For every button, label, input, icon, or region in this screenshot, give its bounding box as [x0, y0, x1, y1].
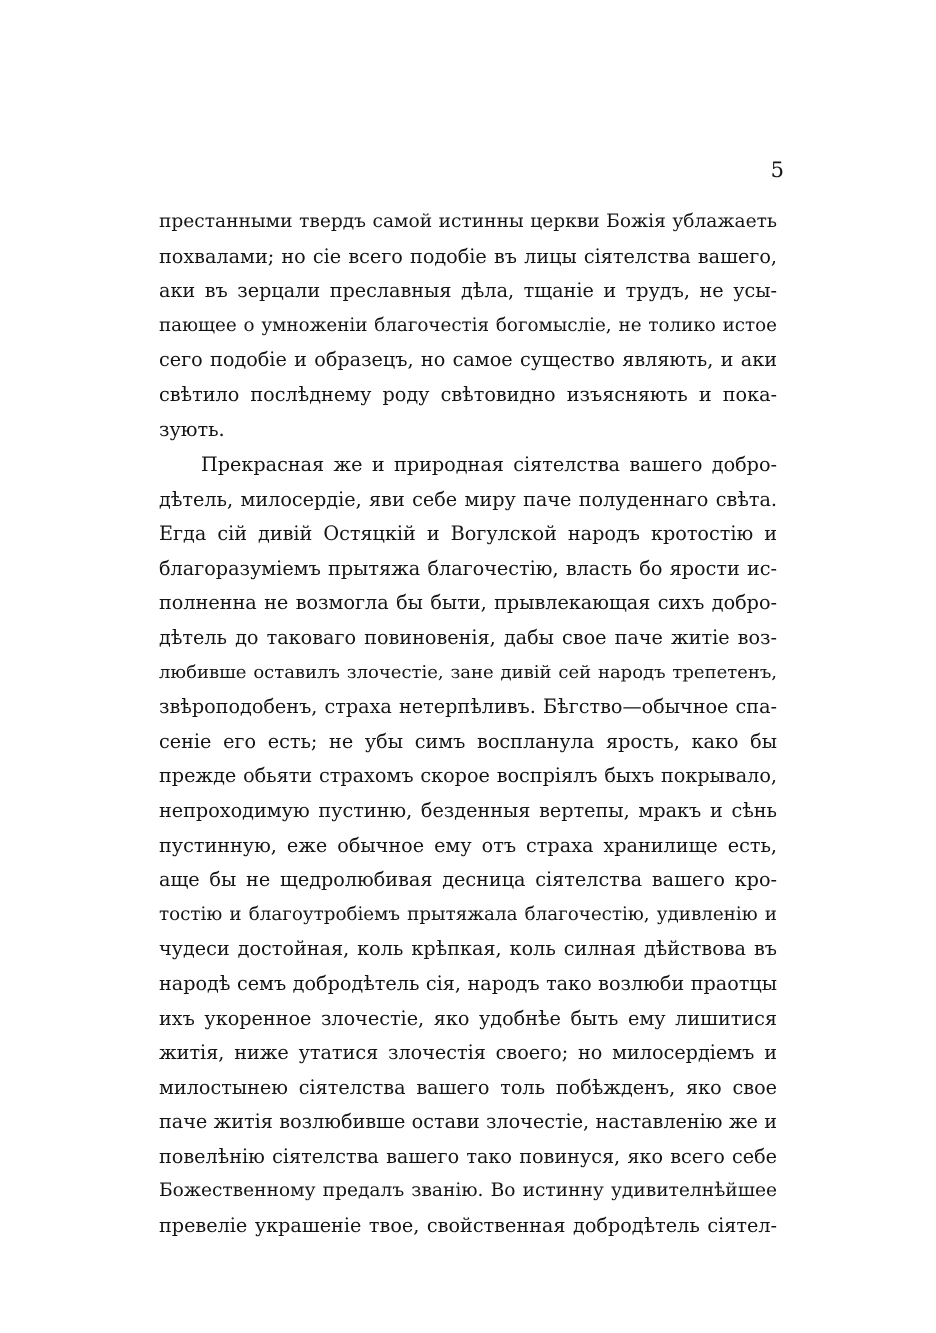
text-line: паче житія возлюбивше остави злочестіе, наставленію же и: [159, 1110, 777, 1134]
text-line: пустинную, еже обычное ему отъ страха хранилище есть,: [159, 833, 777, 857]
paragraph-2: [159, 448, 777, 1244]
text-line: Прекрасная же и природная сіятелства вашего добро-: [201, 453, 777, 476]
text-line: сего подобіе и образецъ, но самое существо являють, и аки: [159, 348, 777, 372]
text-line: сеніе его есть; не убы симъ воспланула ярость, како бы: [159, 729, 777, 753]
text-line: полненна не возмогла бы быти, прывлекающая сихъ добро-: [159, 591, 777, 615]
paragraph-1: [159, 205, 777, 447]
text-line: чудеси достойная, коль крѣпкая, коль силная дѣйствова въ: [159, 937, 777, 961]
text-line: ихъ укоренное злочестіе, яко удобнѣе быть ему лишитися: [159, 1006, 777, 1030]
text-line: благоразуміемъ прытяжа благочестію, власть бо ярости ис-: [159, 556, 777, 580]
text-line: прежде обьяти страхомъ скорое воспріялъ быхъ покрывало,: [159, 764, 777, 788]
text-line: звѣроподобенъ, страха нетерпѣливъ. Бѣгство—обычное спа-: [159, 695, 777, 719]
text-line: народѣ семъ добродѣтель сія, народъ тако возлюби праотцы: [159, 971, 777, 995]
text-line: зують.: [159, 417, 225, 441]
text-line: любивше оставилъ злочестіе, зане дивій сей народъ трепетенъ,: [159, 661, 777, 683]
text-line: превеліе украшеніе твое, свойственная добродѣтель сіятел-: [159, 1214, 777, 1238]
text-line: пающее о умноженіи благочестія богомысліе, не толико истое: [159, 314, 777, 336]
text-line: дѣтель до таковаго повиновенія, дабы свое паче житіе воз-: [159, 625, 777, 649]
text-line: повелѣнію сіятелства вашего тако повинуся, яко всего себе: [159, 1144, 777, 1168]
text-line: непроходимую пустиню, безденныя вертепы, мракъ и сѣнь: [159, 798, 777, 822]
text-line: аки въ зерцали преславныя дѣла, тщаніе и трудъ, не усы-: [159, 279, 777, 303]
text-line: аще бы не щедролюбивая десница сіятелства вашего кро-: [159, 868, 777, 892]
text-line: милостынею сіятелства вашего толь побѣжденъ, яко свое: [159, 1075, 777, 1099]
text-line: престанными твердъ самой истинны церкви Божія ублажаеть: [159, 211, 777, 232]
page-number: 5: [770, 158, 784, 182]
text-line: похвалами; но сіе всего подобіе въ лицы сіятелства вашего,: [159, 244, 777, 268]
text-line: Егда сій дивій Остяцкій и Вогулской народъ кротостію и: [159, 522, 777, 546]
text-line: житія, ниже утатися злочестія своего; но милосердіемъ и: [159, 1041, 777, 1065]
text-line: Божественному предалъ званію. Во истинну удивителнѣйшее: [159, 1180, 777, 1202]
text-line: тостію и благоутробіемъ прытяжала благочестію, удивленію и: [159, 903, 777, 925]
text-line: свѣтило послѣднему роду свѣтовидно изъясняють и пока-: [159, 382, 777, 406]
text-line: дѣтель, милосердіе, яви себе миру паче полуденнаго свѣта.: [159, 487, 777, 511]
